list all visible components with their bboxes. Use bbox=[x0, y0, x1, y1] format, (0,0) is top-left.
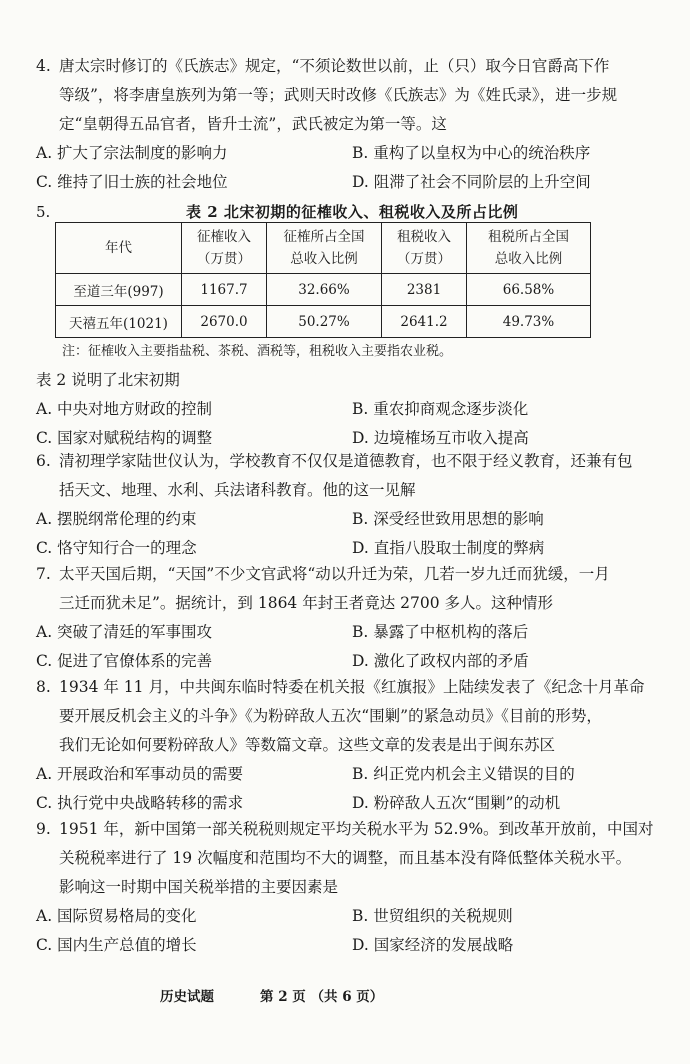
cell-zhengque-ratio: 50.27% bbox=[267, 306, 382, 338]
option-b[interactable]: B. 重农抑商观念逐步淡化 bbox=[352, 400, 529, 418]
question-6-stem: 6. 清初理学家陆世仪认为，学校教育不仅仅是道德教育，也不限于经义教育，还兼有包 括天文、地理、水利、兵法诸科教育。他的这一见解 bbox=[36, 447, 656, 505]
option-c[interactable]: C. 促进了官僚体系的完善 bbox=[36, 652, 213, 670]
footer-page-number: 第 2 页 （共 6 页） bbox=[260, 989, 384, 1005]
question-7-options bbox=[36, 618, 656, 676]
question-4 bbox=[36, 52, 656, 197]
option-c[interactable]: C. 国内生产总值的增长 bbox=[36, 936, 197, 954]
question-8-options bbox=[36, 760, 656, 818]
cell-zushui-income: 2641.2 bbox=[382, 306, 467, 338]
option-c[interactable]: C. 国家对赋税结构的调整 bbox=[36, 429, 213, 447]
question-4-stem: 4. 唐太宗时修订的《氏族志》规定，“不须论数世以前，止（只）取今日官爵高下作 等级”，将李唐皇族列为第一等；武则天时改修《氏族志》为《姓氏录》，进一步规 定“皇朝得五品官者，皆升士流”，武氏被定为第一等。这 bbox=[36, 52, 656, 139]
question-6-options bbox=[36, 505, 656, 563]
option-d[interactable]: D. 直指八股取士制度的弊病 bbox=[352, 539, 545, 557]
option-a[interactable]: A. 中央对地方财政的控制 bbox=[36, 400, 213, 418]
table-header-row bbox=[56, 223, 591, 274]
option-d[interactable]: D. 边境榷场互市收入提高 bbox=[352, 429, 529, 447]
cell-zhengque-ratio: 32.66% bbox=[267, 274, 382, 306]
question-number: 5. bbox=[36, 203, 51, 221]
option-a[interactable]: A. 突破了清廷的军事围攻 bbox=[36, 623, 213, 641]
table-row bbox=[56, 306, 591, 338]
question-5 bbox=[36, 366, 656, 453]
option-a[interactable]: A. 国际贸易格局的变化 bbox=[36, 907, 197, 925]
option-d[interactable]: D. 国家经济的发展战略 bbox=[352, 936, 514, 954]
question-4-options bbox=[36, 139, 656, 197]
option-c[interactable]: C. 维持了旧士族的社会地位 bbox=[36, 173, 228, 191]
header-zushui-ratio: 租税所占全国 总收入比例 bbox=[467, 223, 591, 274]
question-number: 9. bbox=[36, 820, 51, 838]
option-d[interactable]: D. 粉碎敌人五次“围剿”的动机 bbox=[352, 794, 561, 812]
question-5-stem: 表 2 说明了北宋初期 bbox=[36, 371, 180, 389]
option-d[interactable]: D. 激化了政权内部的矛盾 bbox=[352, 652, 529, 670]
question-number: 4. bbox=[36, 57, 51, 75]
cell-era: 天禧五年(1021) bbox=[56, 306, 182, 338]
option-a[interactable]: A. 扩大了宗法制度的影响力 bbox=[36, 144, 228, 162]
question-8 bbox=[36, 673, 656, 818]
header-zhengque-income: 征榷收入 （万贯） bbox=[182, 223, 267, 274]
option-c[interactable]: C. 恪守知行合一的理念 bbox=[36, 539, 197, 557]
option-a[interactable]: A. 开展政治和军事动员的需要 bbox=[36, 765, 244, 783]
cell-zushui-ratio: 66.58% bbox=[467, 274, 591, 306]
question-6 bbox=[36, 447, 656, 563]
question-7-stem: 7. 太平天国后期，“天国”不少文官武将“动以升迁为荣，几若一岁九迁而犹缓，一月 三迁而犹未足”。据统计，到 1864 年封王者竟达 2700 多人。这种情形 bbox=[36, 560, 656, 618]
cell-zushui-ratio: 49.73% bbox=[467, 306, 591, 338]
question-9 bbox=[36, 815, 656, 960]
option-b[interactable]: B. 世贸组织的关税规则 bbox=[352, 907, 513, 925]
cell-zhengque-income: 1167.7 bbox=[182, 274, 267, 306]
header-zushui-income: 租税收入 （万贯） bbox=[382, 223, 467, 274]
question-9-options bbox=[36, 902, 656, 960]
header-zhengque-ratio: 征榷所占全国 总收入比例 bbox=[267, 223, 382, 274]
question-9-stem: 9. 1951 年，新中国第一部关税税则规定平均关税水平为 52.9%。到改革开放前，中国对 关税税率进行了 19 次幅度和范围均不大的调整，而且基本没有降低整体关税水平。 影响这一时期中国关税举措的主要因素是 bbox=[36, 815, 656, 902]
cell-zushui-income: 2381 bbox=[382, 274, 467, 306]
table-row bbox=[56, 274, 591, 306]
option-d[interactable]: D. 阻滞了社会不同阶层的上升空间 bbox=[352, 173, 591, 191]
question-number: 8. bbox=[36, 678, 51, 696]
header-era: 年代 bbox=[56, 223, 182, 274]
cell-zhengque-income: 2670.0 bbox=[182, 306, 267, 338]
question-number: 7. bbox=[36, 565, 51, 583]
option-b[interactable]: B. 暴露了中枢机构的落后 bbox=[352, 623, 529, 641]
option-b[interactable]: B. 深受经世致用思想的影响 bbox=[352, 510, 544, 528]
question-5-options bbox=[36, 395, 656, 453]
table-caption: 表 2 北宋初期的征榷收入、租税收入及所占比例 bbox=[186, 203, 519, 221]
option-a[interactable]: A. 摆脱纲常伦理的约束 bbox=[36, 510, 197, 528]
question-7 bbox=[36, 560, 656, 676]
tax-revenue-table bbox=[55, 222, 591, 338]
option-b[interactable]: B. 纠正党内机会主义错误的目的 bbox=[352, 765, 575, 783]
cell-era: 至道三年(997) bbox=[56, 274, 182, 306]
option-b[interactable]: B. 重构了以皇权为中心的统治秩序 bbox=[352, 144, 591, 162]
footer-subject: 历史试题 bbox=[160, 989, 214, 1005]
option-c[interactable]: C. 执行党中央战略转移的需求 bbox=[36, 794, 244, 812]
table-note: 注：征榷收入主要指盐税、茶税、酒税等，租税收入主要指农业税。 bbox=[62, 344, 453, 359]
question-number: 6. bbox=[36, 452, 51, 470]
question-8-stem: 8. 1934 年 11 月，中共闽东临时特委在机关报《红旗报》上陆续发表了《纪念十月革命 要开展反机会主义的斗争》《为粉碎敌人五次“围剿”的紧急动员》《目前的形势， 我们无论如何要粉碎敌人》等数篇文章。这些文章的发表是出于闽东苏区 bbox=[36, 673, 656, 760]
